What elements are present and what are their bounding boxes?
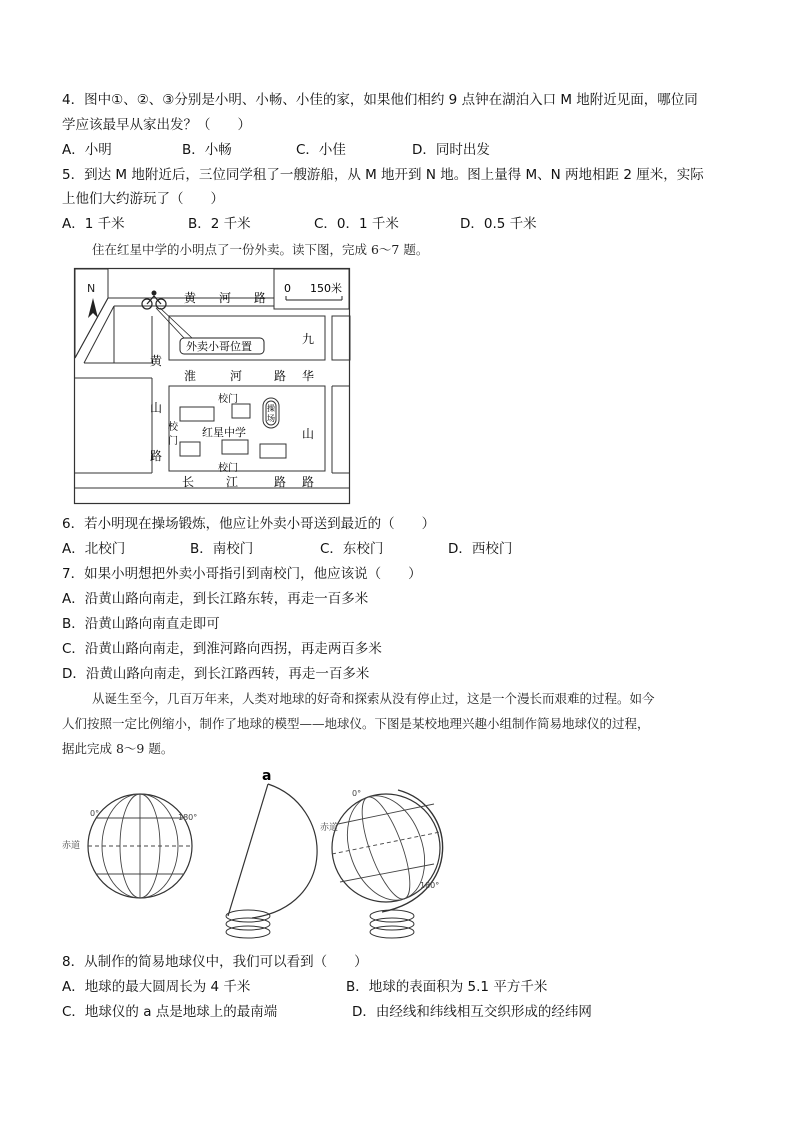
q5-option-d: D．0.5 千米 bbox=[460, 216, 537, 232]
q5-option-b: B．2 千米 bbox=[188, 216, 251, 232]
q8-stem: 8．从制作的简易地球仪中，我们可以看到（ ） bbox=[62, 954, 368, 970]
globe2-a-label: a bbox=[262, 768, 272, 784]
q5-option-c: C．0．1 千米 bbox=[314, 216, 399, 232]
road-huaihe-1: 淮 bbox=[184, 369, 197, 383]
globe1-zero-label: 0° bbox=[90, 809, 100, 818]
globe1-180-label: 180° bbox=[178, 813, 198, 822]
road-huangshan-3: 路 bbox=[150, 449, 163, 463]
globe-3 bbox=[320, 785, 443, 938]
globe1-equator-label: 赤道 bbox=[62, 841, 81, 851]
delivery-position-label: 外卖小哥位置 bbox=[186, 340, 252, 353]
q8-option-c: C．地球仪的 a 点是地球上的最南端 bbox=[62, 1004, 278, 1020]
q4-option-d: D．同时出发 bbox=[412, 142, 490, 158]
road-huangshan-1: 黄 bbox=[150, 354, 163, 368]
q5-option-a: A．1 千米 bbox=[62, 216, 125, 232]
q5-stem-line2: 上他们大约游玩了（ ） bbox=[62, 191, 224, 207]
globe3-180-label: 180° bbox=[420, 881, 440, 890]
q4-option-b: B．小畅 bbox=[182, 142, 232, 158]
school-name: 红星中学 bbox=[202, 426, 246, 439]
playground-char-2: 场 bbox=[267, 414, 275, 423]
q7-option-c: C．沿黄山路向南走，到淮河路向西拐，再走两百多米 bbox=[62, 641, 382, 657]
q6-stem: 6．若小明现在操场锻炼，他应让外卖小哥送到最近的（ ） bbox=[62, 516, 436, 532]
intro-8-9-line1: 从诞生至今，几百万年来，人类对地球的好奇和探索从没有停止过，这是一个漫长而艰难的过程。如今 bbox=[92, 691, 655, 706]
q6-option-d: D．西校门 bbox=[448, 541, 513, 557]
north-label: N bbox=[87, 282, 96, 295]
road-huanghe-3: 路 bbox=[254, 291, 267, 305]
delivery-map bbox=[74, 268, 350, 504]
gate-south: 校门 bbox=[218, 463, 238, 474]
intro-6-7: 住在红星中学的小明点了一份外卖。读下图，完成 6～7 题。 bbox=[92, 242, 429, 257]
gate-west-2: 门 bbox=[168, 436, 178, 447]
road-huangshan-2: 山 bbox=[150, 401, 163, 415]
q6-option-a: A．北校门 bbox=[62, 541, 126, 557]
globe-figure bbox=[62, 766, 468, 944]
gate-west-1: 校 bbox=[168, 422, 178, 433]
q6-option-c: C．东校门 bbox=[320, 541, 384, 557]
q8-option-d: D．由经线和纬线相互交织形成的经纬网 bbox=[352, 1004, 592, 1020]
q7-stem: 7．如果小明想把外卖小哥指引到南校门，他应该说（ ） bbox=[62, 566, 422, 582]
q4-option-c: C．小佳 bbox=[296, 142, 346, 158]
road-changjiang-1: 长 bbox=[182, 475, 195, 489]
road-changjiang-3: 路 bbox=[274, 475, 287, 489]
road-changjiang-2: 江 bbox=[226, 475, 239, 489]
scale-zero: 0 bbox=[284, 282, 291, 295]
q7-option-b: B．沿黄山路向南直走即可 bbox=[62, 616, 220, 632]
q7-option-d: D．沿黄山路向南走，到长江路西转，再走一百多米 bbox=[62, 666, 370, 682]
q4-stem-line2: 学应该最早从家出发？（ ） bbox=[62, 117, 251, 133]
globe-2-stand bbox=[226, 768, 317, 938]
road-huanghe-1: 黄 bbox=[184, 291, 197, 305]
road-jiuhua-1: 九 bbox=[302, 332, 315, 346]
scale-label: 150米 bbox=[310, 282, 342, 295]
road-changjiang-4: 路 bbox=[302, 475, 315, 489]
q4-stem-line1: 4．图中①、②、③分别是小明、小畅、小佳的家，如果他们相约 9 点钟在湖泊入口 M 地附近见面，哪位同 bbox=[62, 92, 698, 108]
q8-option-a: A．地球的最大圆周长为 4 千米 bbox=[62, 979, 251, 995]
intro-8-9-line3: 据此完成 8～9 题。 bbox=[62, 741, 174, 756]
road-huaihe-2: 河 bbox=[230, 369, 243, 383]
road-huaihe-3: 路 bbox=[274, 369, 287, 383]
road-jiuhua-2: 华 bbox=[302, 369, 315, 383]
playground-char-1: 操 bbox=[267, 404, 275, 413]
road-huanghe-2: 河 bbox=[219, 291, 232, 305]
q5-stem-line1: 5．到达 M 地附近后，三位同学租了一艘游船，从 M 地开到 N 地。图上量得 M、N 两地相距 2 厘米，实际 bbox=[62, 167, 704, 183]
q6-option-b: B．南校门 bbox=[190, 541, 254, 557]
q4-option-a: A．小明 bbox=[62, 142, 112, 158]
q8-option-b: B．地球的表面积为 5.1 平方千米 bbox=[346, 979, 548, 995]
intro-8-9-line2: 人们按照一定比例缩小，制作了地球的模型——地球仪。下图是某校地理兴趣小组制作简易地球仪的过程， bbox=[62, 716, 650, 731]
gate-north: 校门 bbox=[218, 394, 238, 405]
globe3-zero-label: 0° bbox=[352, 789, 362, 798]
globe3-equator-label: 赤道 bbox=[320, 823, 339, 833]
q7-option-a: A．沿黄山路向南走，到长江路东转，再走一百多米 bbox=[62, 591, 369, 607]
road-jiuhua-3: 山 bbox=[302, 427, 315, 441]
globe-1 bbox=[62, 794, 197, 898]
